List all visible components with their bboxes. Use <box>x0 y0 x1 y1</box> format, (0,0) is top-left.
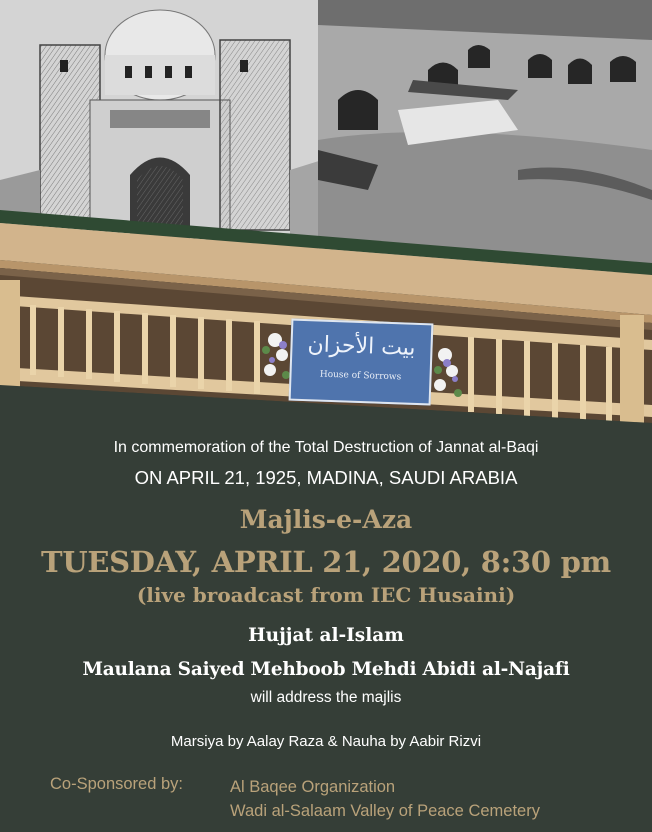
sponsor-list <box>230 775 540 823</box>
broadcast-note: (live broadcast from IEC Husaini) <box>136 583 516 607</box>
date-place-line: ON APRIL 21, 1925, MADINA, SAUDI ARABIA <box>134 467 518 488</box>
sign-english-text: House of Sorrows <box>319 369 402 383</box>
speaker-name: Maulana Saiyed Mehboob Mehdi Abidi al-Najafi <box>82 659 570 680</box>
sponsor-item: Al Baqee Organization <box>230 778 396 796</box>
recitations-line: Marsiya by Aalay Raza & Nauha by Aabir Rizvi <box>170 733 482 750</box>
balcony-image <box>0 205 652 430</box>
speaker-note: will address the majlis <box>250 689 402 706</box>
event-datetime: TUESDAY, APRIL 21, 2020, 8:30 pm <box>41 545 611 579</box>
house-of-sorrows-sign <box>289 319 434 406</box>
shrine-photo <box>0 0 322 240</box>
commemoration-line: In commemoration of the Total Destruction of Jannat al-Baqi <box>113 439 539 456</box>
speaker-title: Hujjat al-Islam <box>248 625 404 646</box>
event-title: Majlis-e-Aza <box>239 505 413 534</box>
sign-arabic-text: بيت الأحزان <box>307 332 416 361</box>
sponsor-label: Co-Sponsored by: <box>50 775 183 793</box>
sponsor-item: Wadi al-Salaam Valley of Peace Cemetery <box>230 802 540 820</box>
announcement-text <box>0 425 652 832</box>
